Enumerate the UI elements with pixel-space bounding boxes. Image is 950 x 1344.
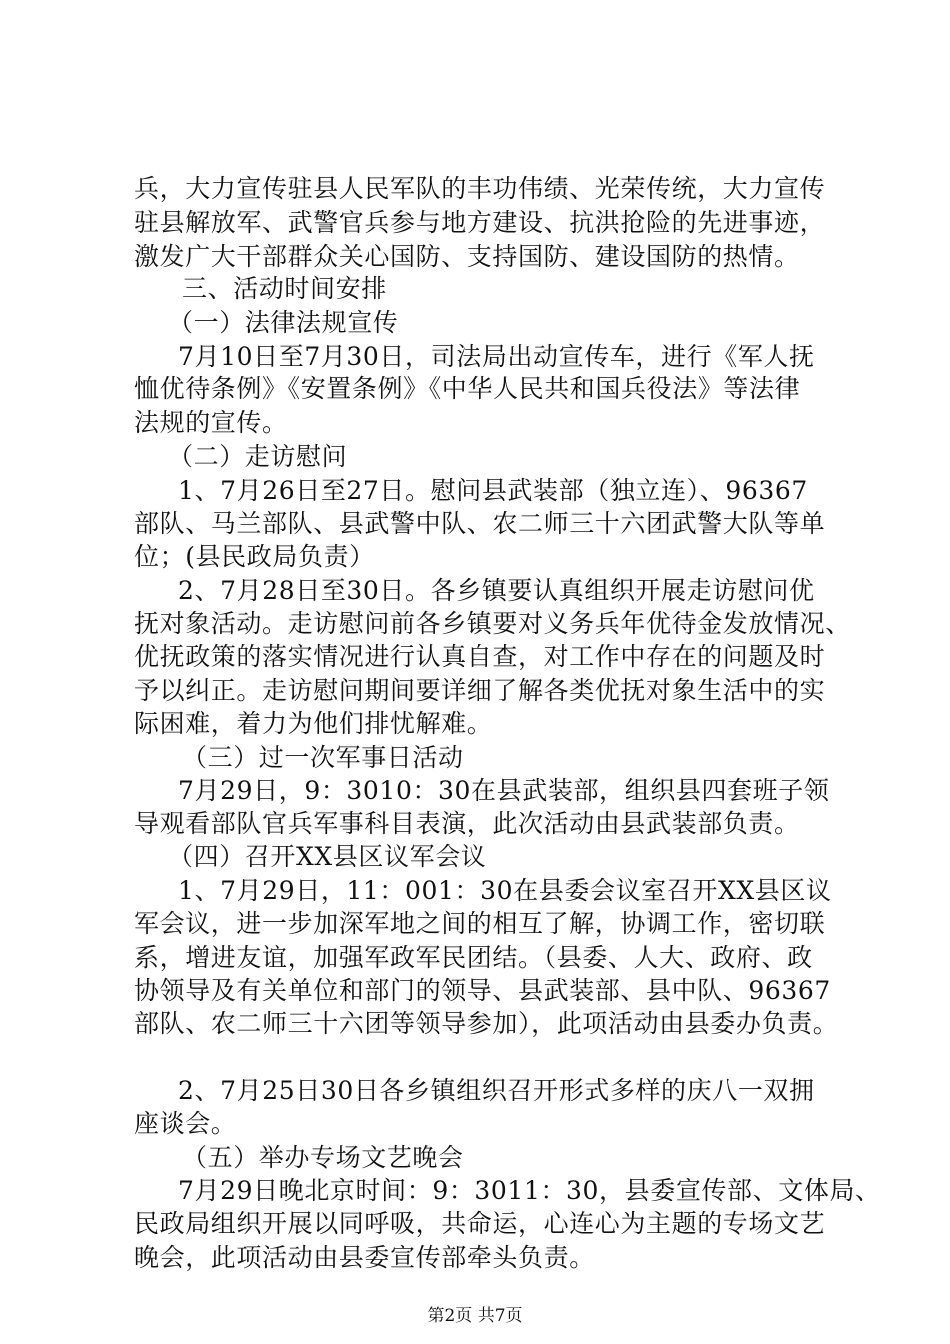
paragraph-line: 予以纠正。走访慰问期间要详细了解各类优抚对象生活中的实 — [134, 676, 826, 705]
subsection-heading: （二）走访慰问 — [168, 442, 348, 471]
paragraph-line: 兵，大力宣传驻县人民军队的丰功伟绩、光荣传统，大力宣传 — [134, 174, 826, 203]
paragraph-line: 抚对象活动。走访慰问前各乡镇要对义务兵年优待金发放情况、 — [134, 609, 851, 638]
subsection-heading: （五）举办专场文艺晚会 — [182, 1143, 464, 1172]
paragraph-line: 激发广大干部群众关心国防、支持国防、建设国防的热情。 — [134, 242, 800, 271]
paragraph-line: 2、7月25日30日各乡镇组织召开形式多样的庆八一双拥 — [178, 1076, 815, 1105]
paragraph-line: 7月29日晚北京时间：9：3011：30，县委宣传部、文体局、 — [178, 1176, 881, 1205]
paragraph-line: 部队、马兰部队、县武警中队、农二师三十六团武警大队等单 — [134, 509, 826, 538]
paragraph-line: 部队、农二师三十六团等领导参加），此项活动由县委办负责。 — [134, 1009, 839, 1038]
paragraph-line: 座谈会。 — [134, 1109, 237, 1138]
paragraph-line: 7月29日，9：3010：30在县武装部，组织县四套班子领 — [178, 776, 830, 805]
paragraph-line: 恤优待条例》《安置条例》《中华人民共和国兵役法》等法律 — [134, 374, 801, 403]
paragraph-line: 7月10日至7月30日，司法局出动宣传车，进行《军人抚 — [178, 342, 815, 371]
paragraph-line: 优抚政策的落实情况进行认真自查，对工作中存在的问题及时 — [134, 642, 826, 671]
paragraph-line: 民政局组织开展以同呼吸，共命运，心连心为主题的专场文艺 — [134, 1209, 826, 1238]
subsection-heading: （三）过一次军事日活动 — [182, 743, 464, 772]
paragraph-line: 1、7月29日，11：001：30在县委会议室召开XX县区议 — [178, 876, 832, 905]
subsection-heading: （四）召开XX县区议军会议 — [168, 842, 487, 871]
paragraph-line: 导观看部队官兵军事科目表演，此次活动由县武装部负责。 — [134, 809, 800, 838]
page-number-footer: 第2页 共7页 — [427, 1306, 523, 1326]
paragraph-line: 晚会，此项活动由县委宣传部牵头负责。 — [134, 1243, 595, 1272]
paragraph-line: 际困难，着力为他们排忧解难。 — [134, 709, 493, 738]
paragraph-line: 法规的宣传。 — [134, 408, 288, 437]
paragraph-line: 协领导及有关单位和部门的领导、县武装部、县中队、96367 — [134, 976, 831, 1005]
paragraph-line: 驻县解放军、武警官兵参与地方建设、抗洪抢险的先进事迹， — [134, 208, 826, 237]
paragraph-line: 1、7月26日至27日。慰问县武装部（独立连）、96367 — [178, 476, 808, 505]
paragraph-line: 军会议，进一步加深军地之间的相互了解，协调工作，密切联 — [134, 909, 826, 938]
section-heading: 三、活动时间安排 — [182, 274, 387, 303]
paragraph-line: 2、7月28日至30日。各乡镇要认真组织开展走访慰问优 — [178, 576, 815, 605]
subsection-heading: （一）法律法规宣传 — [168, 308, 399, 337]
paragraph-line: 系，增进友谊，加强军政军民团结。（县委、人大、政府、政 — [134, 943, 813, 972]
paragraph-line: 位；(县民政局负责） — [134, 542, 375, 571]
